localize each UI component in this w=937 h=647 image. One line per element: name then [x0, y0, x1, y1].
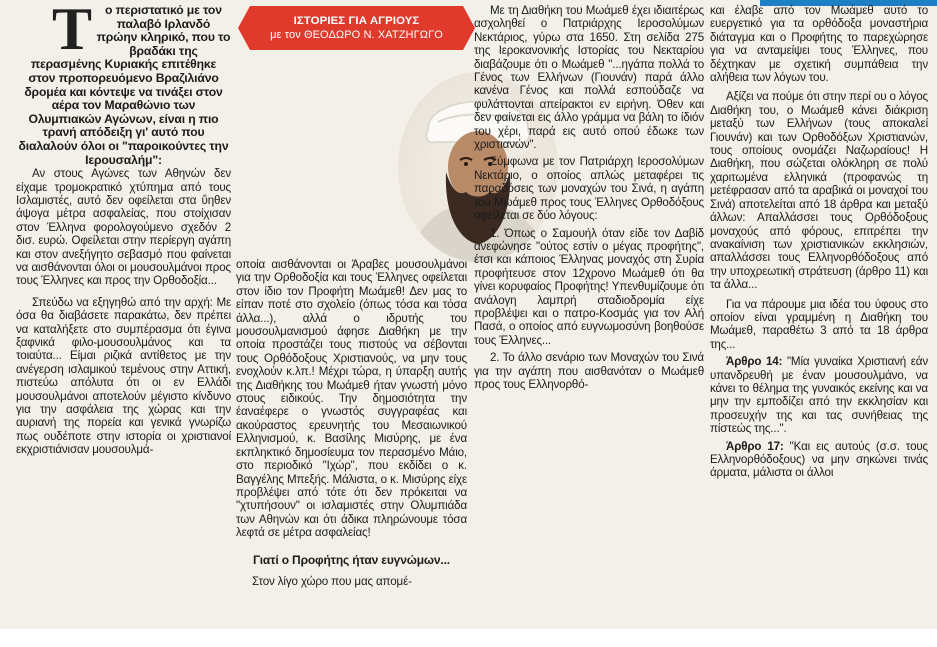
- column-banner: [250, 6, 463, 50]
- article-17-label: Άρθρο 17:: [726, 439, 784, 453]
- paragraph: οποία αισθάνονται οι Άραβες μουσουλμάνοι για την Ορθοδοξία και τους Έλληνες οφείλεται στον ίδιο τον Προφήτη Μωάμεθ! Δεν μας το είπαν ποτέ στο σχολείο (όπως τόσα και τόσα άλλα...), αλλά ο ιδρυτής του μουσουλμανισμού άφησε Διαθήκη με την οποία προστάζει τους πιστούς να σέβονται τους Ορθόδοξους Χριστιανούς, να μην τους ενοχλούν κ.λπ.! Μέχρι τώρα, η ύπαρξη αυτής της Διαθήκης του Μωάμεθ ήταν γνωστή μόνο στους ειδικούς. Την δημοσιότητα την έαναέφερε ο γνωστός συγγραφέας και ακούραστος ερευνητής του Μεσαιωνικού Ελληνισμού, κ. Βασίλης Μισύρης, με ένα εκπληκτικό δημοσίευμα τον περασμένο Μάιο, στο περιοδικό "Ιχώρ", που εκδίδει ο κ. Βαγγέλης Μπεξής. Μάλιστα, ο κ. Μισύρης είχε προβλέψει από τότε ότι δεν πρόκειται να "χτυπήσουν" οι ισλαμιστές στην Ολυμπιάδα των Αθηνών και ότι άδικα πληρώνουμε τόσα λεφτά σε μέτρα ασφαλείας!: [236, 258, 467, 540]
- article-14-paragraph: [710, 355, 928, 435]
- paragraph: Αν στους Αγώνες των Αθηνών δεν είχαμε τρομοκρατικό χτύπημα από τους Ισλαμιστές, αυτό δεν οφείλεται στα ΰηθεν άψογα μέτρα ασφαλείας, που στοίχισαν στον Έλληνα φορολογούμενο σχεδόν 2 δισ. ευρώ. Οφείλεται στην περίεργη αγάπη και στον ανεξήγητο σεβασμό που φαίνεται να αισθάνονται όλοι οι μουσουλμάνοι προς τους Έλληνες και προς την Ορθοδοξία...: [16, 167, 231, 288]
- paragraph: 1. Όπως ο Σαμουήλ όταν είδε τον Δαβίδ ανεφώνησε "ούτος εστίν ο μέγας προφήτης", έτσι και κάποιος Έλληνας μοναχός στη Συρία προφήτευσε στον 12χρονο Μωάμεθ ότι θα γίνει κορυφαίος Προφήτης! Υπενθυμίζουμε ότι ανάλογη λαμπρή σταδιοδρομία είχε προβλέψει και ο πατρο-Κοσμάς για τον Αλή Πασά, ο οποίος από ευγνωμοσύνη βοηθούσε τους Έλληνες...: [474, 226, 704, 347]
- paragraph: Αξίζει να πούμε ότι στην περί ου ο λόγος Διαθήκη του, ο Μωάμεθ κάνει διάκριση μεταξύ των Ελλήνων (τους αποκαλεί Γιουνάν) και των Ορθοδόξων Χριστιανών, τους οποίους ονομάζει Ναζωραίους! Η Διαθήκη, που σώζεται ολόκληρη σε πολύ χαριτωμένα ελληνικά (προφανώς τη μετέφρασαν από τα αραβικά οι μοναχοί του Σινά) αποτελείται από 18 άρθρα και μεταξύ άλλων: Απαλλάσσει τους Ορθόδοξους μοναχούς από φόρους, επιτρέπει την ανακαίνιση των χριστιανικών εκκλησιών, απαλλάσσει τους Ελληνορθόδοξους από την υποχρεωτική στράτευση (άρθρο 11) και τα άλλα...: [710, 90, 928, 292]
- banner-author: με τον ΘΕΟΔΩΡΟ Ν. ΧΑΤΖΗΓΩΓΟ: [270, 29, 443, 41]
- article-column-1: [16, 0, 231, 457]
- subheading: Γιατί ο Προφήτης ήταν ευγνώμων...: [253, 552, 450, 567]
- lead-paragraph: ο περιστατικό με τον παλαβό Ιρλανδό πρώην κληρικό, που το βραδάκι της περασμένης Κυριακής επιτέθηκε στον προπορευόμενο Βραζιλιάνο δρομέα και κόντεψε να τινάξει στον αέρα τον Μαραθώνιο των Ολυμπιακών Αγώνων, είναι η πιο τρανή απόδειξη γι' αυτό που διαλαλούν όλοι οι "παροικούντες την Ιερουσαλήμ":: [18, 3, 231, 167]
- banner-title: ΙΣΤΟΡΙΕΣ ΓΙΑ ΑΓΡΙΟΥΣ: [293, 15, 420, 27]
- paragraph: Για να πάρουμε μια ιδέα του ύφους στο οποίον είναι γραμμένη η Διαθήκη του Μωάμεθ, παραθέτω 3 από τα 18 άρθρα της...: [710, 297, 928, 351]
- paragraph: Με τη Διαθήκη του Μωάμεθ έχει ιδιαιτέρως ασχοληθεί ο Πατριάρχης Ιεροσολύμων Νεκτάριος, γύρω στα 1650. Στη σελίδα 275 της Ιεροκανονικής Ιστορίας του Νεκταρίου διαβάζουμε ότι ο Μωάμεθ "...ηγάπα πολλά το Γένος των Ελλήνων (Γιουνάν) παρά άλλο κανένα Γένος και πολλά εσπούδαζε να φυλάττονται απείρακτοι εν ειρήνη. Όθεν και δεν φαίνεται εις άλλο γράμμα να βάλη το ίδιόν του χέρι, παρά εις αυτό οπού έδωκε των χριστιανών".: [474, 4, 704, 152]
- article-17-text: "Και εις αυτούς (σ.σ. τους Ελληνορθόδοξους) να μην σηκώνει τινάς άρματα, μάλιστα οι άλλοι: [710, 439, 928, 480]
- article-14-label: Άρθρο 14:: [726, 355, 783, 369]
- drop-cap: Τ: [52, 0, 92, 62]
- article-column-4: [710, 4, 928, 480]
- paragraph: και έλαβε από τον Μωάμεθ αυτό το ευεργετικό για τα ορθόδοξα μοναστήρια διάταγμα και ο Προφήτης το παρεχώρησε για να ανταμείψει τους Έλληνες, που δέχτηκαν με σχετική συμπάθεια την αλήθεια των λόγων του.: [710, 4, 928, 85]
- article-17-paragraph: [710, 440, 928, 480]
- article-column-2: [236, 258, 467, 589]
- paragraph: Σύμφωνα με τον Πατριάρχη Ιεροσολύμων Νεκτάριο, ο οποίος απλώς μεταφέρει τις παραδόσεις των μοναχών του Σινά, η αγάπη του Μωάμεθ προς τους Έλληνες Ορθοδόξους οφείλεται σε δύο λόγους:: [474, 155, 704, 223]
- paragraph: Στον λίγο χώρο που μας απομέ-: [252, 575, 412, 589]
- paragraph: 2. Το άλλο σενάριο των Μοναχών του Σινά για την αγάπη που αισθανόταν ο Μωάμεθ προς τους Ελληνορθό-: [474, 351, 704, 391]
- article-14-text: "Μία γυναίκα Χριστιανή εάν υπανδρευθή με έναν μουσουλμάνο, να κάνει το θέλημα της γυναικός εκείνης και να μην την εμποδίζει από την εκκλησίαν και προσευχήν της και τας συνήθειας της πίστεώς της...".: [710, 355, 928, 436]
- scan-margin: [0, 629, 937, 647]
- paragraph: Σπεύδω να εξηγηθώ από την αρχή: Με όσα θα διαβάσετε παρακάτω, δεν πρέπει να καταλήξετε στο συμπέρασμα ότι έγινα ξαφνικά φιλο-μουσουλμάνος και τα τοιαύτα... Είμαι ριζικά αντίθετος με την ανέγερση ισλαμικού τεμένους στην Αττική, πιστεύω απόλυτα ότι οι εν Ελλάδι μουσουλμάνοι αποτελούν μέγιστο κίνδυνο για την ασφάλεια της χώρας και την αυριανή της πορεία και γενικά γνωρίζω πως ουδέποτε στην ιστορία οι χριστιανοί εκχριστιάνισαν μουσουλμά-: [16, 295, 231, 457]
- article-column-3: [474, 4, 704, 391]
